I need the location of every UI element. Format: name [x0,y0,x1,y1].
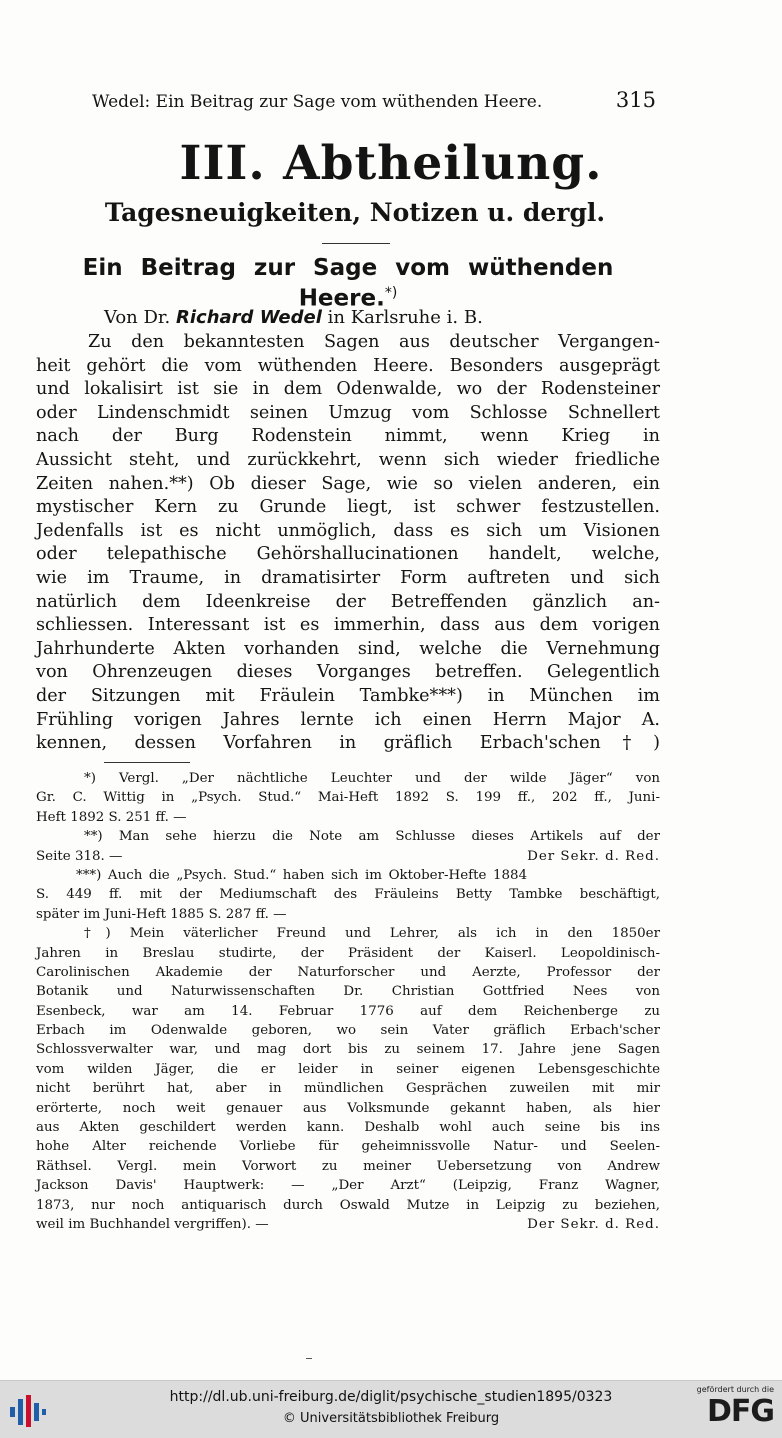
footnotes [36,769,660,1234]
document-url-link[interactable]: http://dl.ub.uni-freiburg.de/diglit/psychische_studien1895/0323 [169,1389,613,1405]
footnote-text: hohe Alter reichende Vorliebe für geheimnissvolle Natur- und Seelen- [36,1139,660,1155]
footnote-text: erörterte, noch weit genauer aus Volksmunde gekannt haben, als hier [36,1100,660,1116]
footnote-line [36,808,660,827]
dfg-logo [678,1385,774,1433]
body-line: Frühling vorigen Jahres lernte ich einen Herrn Major A. [36,709,660,730]
body-line: Zu den bekanntesten Sagen aus deutscher Vergangen- [88,332,660,352]
body-line: von Ohrenzeugen dieses Vorganges betreffen. Gelegentlich [36,662,660,683]
footnote-line [36,1002,660,1021]
footnote-text: Räthsel. Vergl. mein Vorwort zu meiner Uebersetzung von Andrew [36,1158,660,1174]
body-line: der Sitzungen mit Fräulein Tambke***) in München im [36,685,660,706]
footnote-line [36,1157,660,1176]
footnote-text: *) Vergl. „Der nächtliche Leuchter und der wilde Jäger“ von [84,771,660,786]
dfg-mark: DFG [706,1394,774,1429]
body-line: mystischer Kern zu Grunde liegt, ist schwer festzustellen. [36,497,660,518]
copyright-text: © Universitätsbibliothek Freiburg [282,1411,500,1426]
body-line: Jedenfalls ist es nicht unmöglich, dass es sich um Visionen [36,520,660,541]
footnote-line [36,1021,660,1040]
footnote-text: weil im Buchhandel vergriffen). — [36,1216,269,1232]
footnote-text: Seite 318. — [36,848,123,864]
footnote-text: Esenbeck, war am 14. Februar 1776 auf dem Reichenberge zu [36,1003,660,1019]
footnote-text: nicht berührt hat, aber in mündlichen Gesprächen zuweilen mit mir [36,1081,660,1097]
author-name: Richard Wedel [176,307,322,328]
footnote-text: †) Mein väterlicher Freund und Lehrer, als ich in den 1850er [84,926,660,942]
footnote-line [36,944,660,963]
footnote-text: Heft 1892 S. 251 ff. — [36,809,187,825]
section-title: III. Abtheilung. [179,136,603,191]
footnote-text: Schlossverwalter war, und mag dort bis zu seinem 17. Jahre jene Sagen [36,1042,660,1058]
footnote-text: **) Man sehe hierzu die Note am Schlusse dieses Artikels auf der [84,829,660,845]
author-prefix: Von Dr. [104,307,171,328]
dfg-caption: gefördert durch die [696,1385,774,1394]
footnote-text: Jackson Davis' Hauptwerk: — „Der Arzt“ (Leipzig, Franz Wagner, [36,1178,660,1194]
editor-signature: Der Sekr. d. Red. [527,848,660,864]
running-head-text: Wedel: Ein Beitrag zur Sage vom wüthenden Heere. [92,92,543,112]
editor-signature: Der Sekr. d. Red. [527,1216,660,1232]
body-line: und lokalisirt ist sie in dem Odenwalde, wo der Rodensteiner [36,379,660,400]
footnote-text: S. 449 ff. mit der Mediumschaft des Fräuleins Betty Tambke beschäftigt, [36,887,660,903]
title-separator [322,243,390,244]
footnote-line [36,1176,660,1195]
footnote-line [36,769,660,788]
footnote-line [36,885,660,904]
footnote-text: Botanik und Naturwissenschaften Dr. Christian Gottfried Nees von [36,984,660,1000]
footnote-line [36,924,660,943]
footnote-line [36,847,660,866]
footnote-text: Jahren in Breslau studirte, der Präsident der Kaiserl. Leopoldinisch- [36,945,660,961]
footnote-text: aus Akten geschildert werden kann. Deshalb wohl auch seine bis ins [36,1120,660,1136]
article-title [36,256,660,312]
running-head [92,88,656,112]
footnote-rule [104,762,190,763]
section-subtitle: Tagesneuigkeiten, Notizen u. dergl. [104,198,606,227]
footnote-line [36,866,660,885]
footnote-text: 1873, nur noch antiquarisch durch Oswald Mutze in Leipzig zu beziehen, [36,1197,660,1213]
footnote-line [36,1137,660,1156]
article-body [36,331,660,756]
body-line: nach der Burg Rodenstein nimmt, wenn Krieg in [36,426,660,447]
viewer-footer [0,1380,782,1438]
footnote-line [36,1040,660,1059]
footnote-text: Erbach im Odenwalde geboren, wo sein Vater gräflich Erbach'scher [36,1023,660,1039]
body-line: Jahrhunderte Akten vorhanden sind, welche die Vernehmung [36,638,660,659]
author-suffix: in Karlsruhe i. B. [327,307,483,328]
body-line: kennen, dessen Vorfahren in gräflich Erbach'schen†) [36,733,660,754]
footnote-line [36,1099,660,1118]
footnote-line [36,1215,660,1234]
article-title-footnote-mark: *) [384,285,398,301]
footnote-text: Gr. C. Wittig in „Psych. Stud.“ Mai-Heft 1892 S. 199 ff., 202 ff., Juni- [36,790,660,806]
author-line [104,307,483,328]
page-number: 315 [615,88,656,112]
footnote-line [36,1060,660,1079]
footnote-line [36,1196,660,1215]
footnote-text: ***) Auch die „Psych. Stud.“ haben sich im Oktober-Hefte 1884 [76,867,528,883]
body-line: natürlich dem Ideenkreise der Betreffenden gänzlich an- [36,591,660,612]
footnote-line [36,788,660,807]
article-title-text: Ein Beitrag zur Sage vom wüthenden Heere. [82,255,614,312]
footnote-line [36,827,660,846]
body-line: Aussicht steht, und zurückkehrt, wenn sich wieder friedliche [36,449,660,470]
footnote-text: Carolinischen Akademie der Naturforscher und Aerzte, Professor der [36,964,660,980]
footnote-text: vom wilden Jäger, die er leider in seiner eigenen Lebensgeschichte [36,1061,660,1077]
body-line: Zeiten nahen.**) Ob dieser Sage, wie so vielen anderen, ein [36,473,660,494]
footnote-line [36,963,660,982]
page-bottom-mark [306,1358,312,1359]
footnote-line [36,905,660,924]
footnote-text: später im Juni-Heft 1885 S. 287 ff. — [36,906,287,922]
body-line: schliessen. Interessant ist es immerhin, dass aus dem vorigen [36,615,660,636]
footnote-line [36,1118,660,1137]
body-line: heit gehört die vom wüthenden Heere. Besonders ausgeprägt [36,355,660,376]
body-line: wie im Traume, in dramatisirter Form auftreten und sich [36,567,660,588]
body-line: oder Lindenschmidt seinen Umzug vom Schlosse Schnellert [36,402,660,423]
body-line: oder telepathische Gehörshallucinationen handelt, welche, [36,544,660,565]
footnote-line [36,1079,660,1098]
footnote-line [36,982,660,1001]
